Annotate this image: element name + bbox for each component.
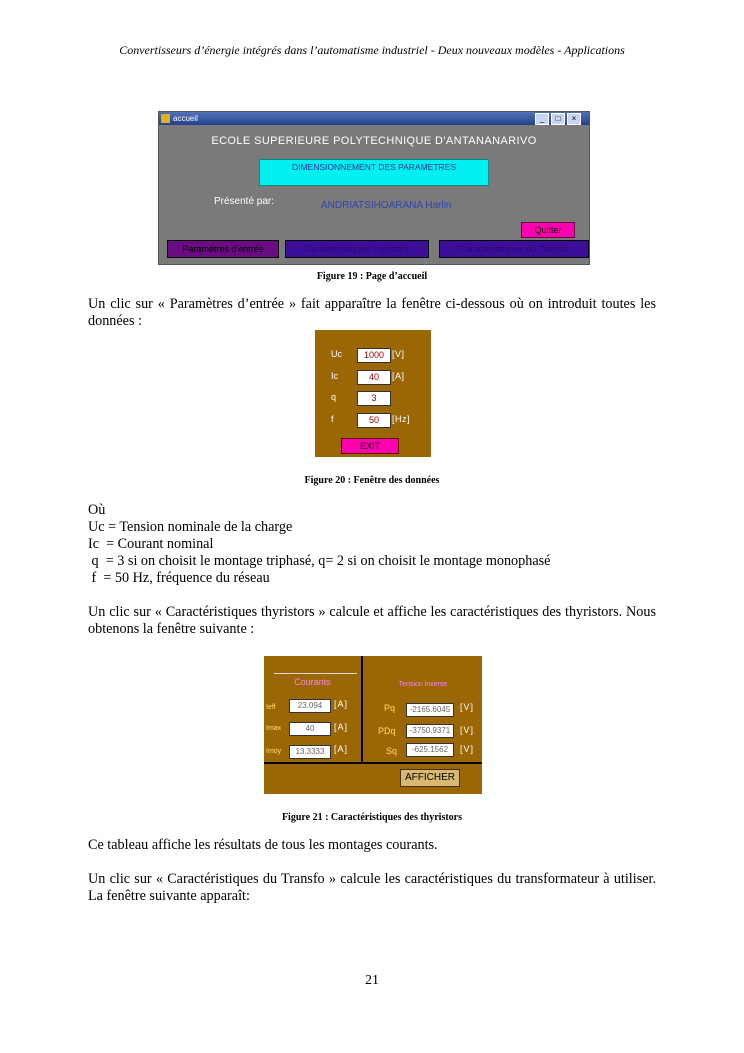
reverse-voltage-title: Tension inverse [398,681,448,688]
presented-by-label: Présenté par: [214,196,275,207]
uc-unit: [V] [392,349,405,359]
ic-input[interactable]: 40 [357,370,391,385]
pq-unit: [V] [460,702,475,712]
transformer-characteristics-button[interactable]: Caractéristiques du Transfo [439,240,589,258]
divider-vertical [361,656,363,764]
f-input[interactable]: 50 [357,413,391,428]
ieff-label: Ieff [266,704,276,711]
paragraph-table-summary: Ce tableau affiche les résultats de tous les montages courants. [88,837,438,853]
definition-ic: Ic = Courant nominal [88,536,214,552]
pq-value: -2165.6045 [406,703,454,717]
ic-unit: [A] [392,371,405,381]
sq-value: -625.1562 [406,743,454,757]
imax-unit: [A] [334,722,349,732]
figure-20-caption: Figure 20 : Fenêtre des données [304,475,440,486]
q-label: q [331,392,337,402]
input-parameters-button[interactable]: Paramètres d'entrée [167,240,279,258]
imoy-label: Imoy [266,748,282,755]
window-title-bar [159,112,589,125]
figure-20-data-window [315,330,431,457]
sq-unit: [V] [460,744,475,754]
show-button[interactable]: AFFICHER [400,769,460,787]
f-label: f [331,414,334,424]
currents-title: Courants [294,677,331,687]
page-number: 21 [365,973,379,988]
matlab-window-icon [161,114,170,123]
imoy-value: 13.3333 [289,745,331,759]
definition-ou: Où [88,502,106,518]
currents-header-line [274,673,357,674]
q-input[interactable]: 3 [357,391,391,406]
thyristor-characteristics-button[interactable]: Caractéristiques thyristors [285,240,429,258]
definition-uc: Uc = Tension nominale de la charge [88,519,293,535]
author-name: ANDRIATSIHOARANA Harlin [321,200,452,211]
pdq-unit: [V] [460,725,475,735]
f-unit: [Hz] [392,414,411,424]
imoy-unit: [A] [334,744,349,754]
pq-label: Pq [384,703,396,713]
exit-button[interactable]: EXIT [341,438,399,454]
paragraph-thyristors: Un clic sur « Caractéristiques thyristors » calcule et affiche les caractéristiques des thyristors. Nous obtenons la fenêtre suivante : [88,604,656,637]
paragraph-input-parameters: Un clic sur « Paramètres d’entrée » fait apparaître la fenêtre ci-dessous où on introduit toutes les données : [88,296,656,329]
pdq-value: -3750.9371 [406,724,454,738]
ieff-unit: [A] [334,699,349,709]
maximize-icon[interactable]: □ [551,113,565,125]
running-header: Convertisseurs d’énergie intégrés dans l’automatisme industriel - Deux nouveaux modèles - Applications [119,43,625,57]
figure-21-caption: Figure 21 : Caractéristiques des thyristors [281,812,463,823]
close-icon[interactable]: × [567,113,581,125]
ieff-value: 23.094 [289,699,331,713]
figure-21-thyristor-window [264,656,482,794]
paragraph-transformer: Un clic sur « Caractéristiques du Transfo » calcule les caractéristiques du transformateur à utiliser. La fenêtre suivante apparaît: [88,871,656,904]
minimize-icon[interactable]: _ [535,113,549,125]
ic-label: Ic [331,371,339,381]
figure-19-welcome-window [158,111,590,265]
uc-input[interactable]: 1000 [357,348,391,363]
dimensioning-banner: DIMENSIONNEMENT DES PARAMETRES [259,159,489,186]
definition-q: q = 3 si on choisit le montage triphasé, q= 2 si on choisit le montage monophasé [88,553,551,569]
imax-value: 40 [289,722,331,736]
sq-label: Sq [386,746,398,756]
school-name: ECOLE SUPERIEURE POLYTECHNIQUE D'ANTANANARIVO [211,135,537,147]
window-title: accueil [173,114,198,123]
divider-horizontal [264,762,482,764]
quit-button[interactable]: Quitter [521,222,575,238]
definition-f: f = 50 Hz, fréquence du réseau [88,570,270,586]
pdq-label: PDq [378,726,396,736]
uc-label: Uc [331,349,342,359]
imax-label: Imax [266,725,282,732]
figure-19-caption: Figure 19 : Page d’accueil [316,271,428,282]
